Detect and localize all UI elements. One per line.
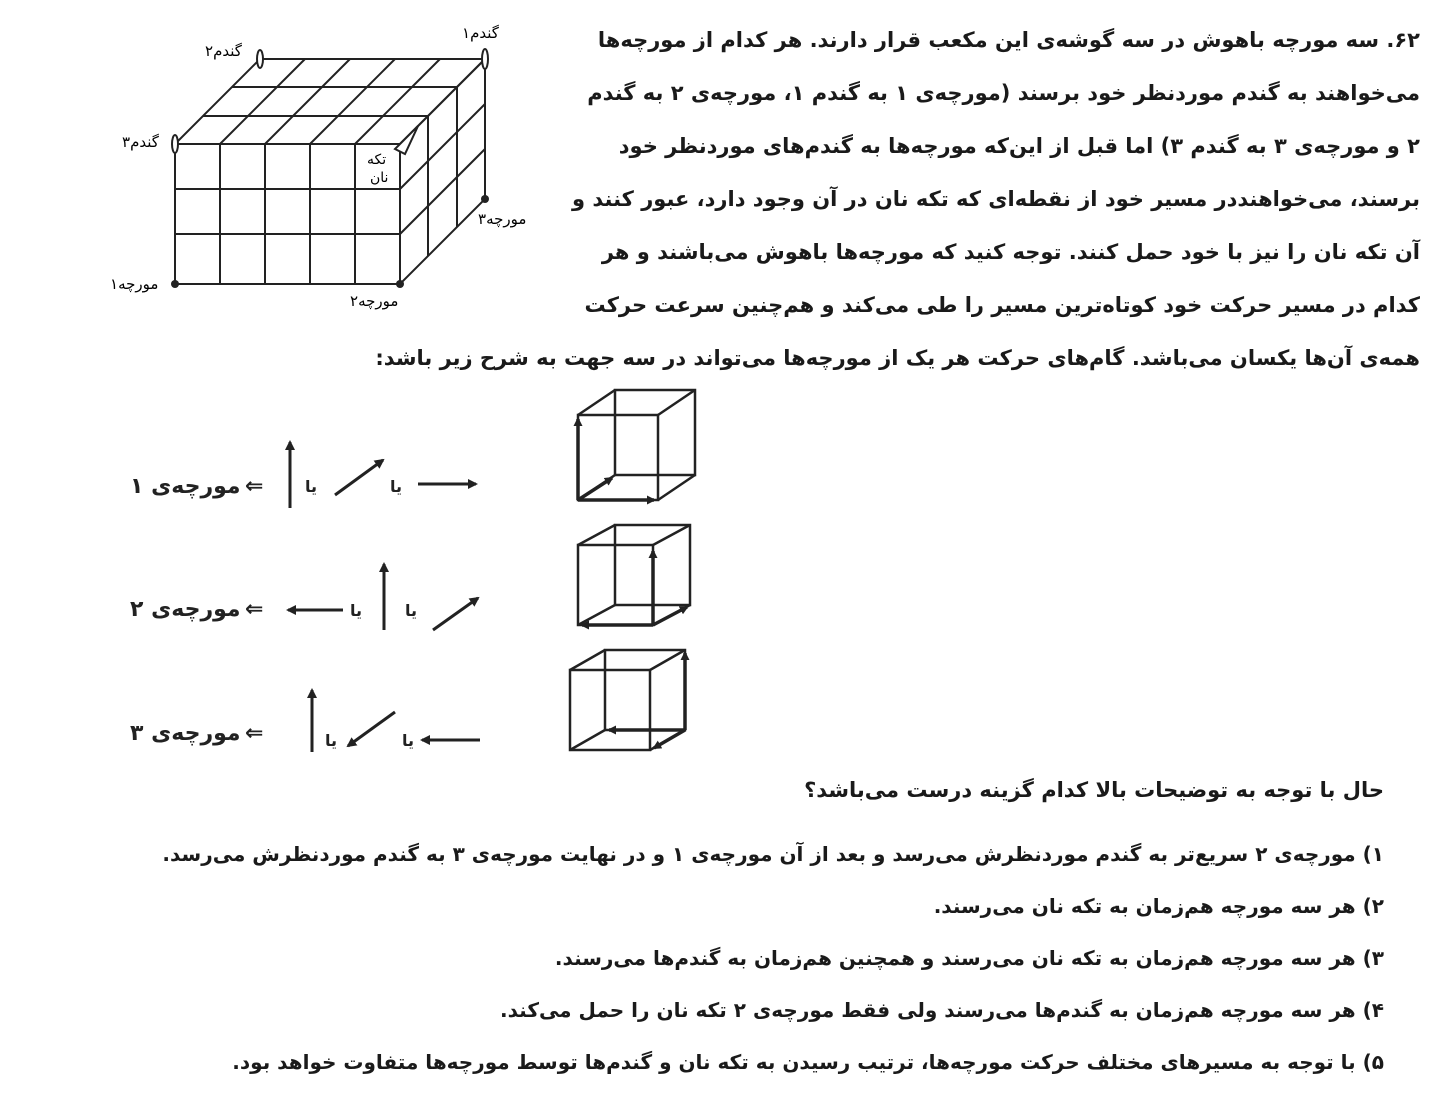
mini-cube-3 xyxy=(570,650,685,750)
answer-options xyxy=(162,828,1384,1088)
implies-sign-1: ⇐ xyxy=(245,474,264,499)
ant1-dot xyxy=(171,280,179,288)
option-3[interactable]: ۳) هر سه مورچه هم‌زمان به تکه نان می‌رسند و همچنین هم‌زمان به گندم‌ها می‌رسند. xyxy=(554,946,1384,970)
wheat3-marker xyxy=(172,135,178,153)
problem-line-4: برسند، می‌خواهنددر مسیر خود از نقطه‌ای که تکه نان در آن وجود دارد، عبور کنند و xyxy=(572,187,1420,211)
bread-label-2: نان xyxy=(370,170,389,186)
or-2b: یا xyxy=(405,601,418,620)
problem-line-3: ۲ و مورچه‌ی ۳ به گندم ۳) اما قبل از این‌که مورچه‌ها به گندم‌های موردنظر خود xyxy=(618,134,1420,158)
ant2-dot xyxy=(396,280,404,288)
option-1[interactable]: ۱) مورچه‌ی ۲ سریع‌تر به گندم موردنظرش می‌رسد و بعد از آن مورچه‌ی ۱ و در نهایت مورچه‌ی ۳ به گندم موردنظرش می‌رسد. xyxy=(162,842,1384,866)
bread-triangle xyxy=(395,126,418,154)
implies-sign-3: ⇐ xyxy=(245,721,264,746)
problem-line-6: کدام در مسیر حرکت خود کوتاه‌ترین مسیر را طی می‌کند و هم‌چنین سرعت حرکت xyxy=(584,293,1420,317)
or-1b: یا xyxy=(390,477,403,496)
question-prompt: حال با توجه به توضیحات بالا کدام گزینه درست می‌باشد؟ xyxy=(804,778,1384,802)
ant-direction-figure xyxy=(100,380,520,770)
option-4[interactable]: ۴) هر سه مورچه هم‌زمان به گندم‌ها می‌رسند ولی فقط مورچه‌ی ۲ تکه نان را حمل می‌کند. xyxy=(500,998,1384,1022)
grid-cube-figure xyxy=(100,14,550,314)
wheat2-marker xyxy=(257,50,263,68)
wheat3-label: گندم۳ xyxy=(122,133,159,151)
problem-line-1: ۶۲. سه مورچه باهوش در سه گوشه‌ی این مکعب قرار دارند. هر کدام از مورچه‌ها xyxy=(597,28,1420,52)
grid-cube-lines xyxy=(175,59,485,284)
ant3-label: مورچه۳ xyxy=(478,210,527,228)
wheat1-marker xyxy=(482,49,488,69)
or-1a: یا xyxy=(305,477,318,496)
ant1-direction-label: مورچه‌ی ۱ xyxy=(130,474,241,499)
ant3-arrow-diagonal xyxy=(348,712,395,746)
mini-cube-1-arrow-diagonal xyxy=(578,478,612,500)
ant2-direction-label: مورچه‌ی ۲ xyxy=(130,597,241,622)
option-5[interactable]: ۵) با توجه به مسیرهای مختلف حرکت مورچه‌ها، ترتیب رسیدن به تکه نان و گندم‌ها توسط مورچه‌ها متفاوت خواهد بود. xyxy=(232,1050,1384,1074)
mini-cube-2-arrow-diagonal xyxy=(653,607,687,625)
mini-cube-2 xyxy=(578,525,690,625)
problem-line-7: همه‌ی آن‌ها یکسان می‌باشد. گام‌های حرکت هر یک از مورچه‌ها می‌تواند در سه جهت به شرح زیر باشد: xyxy=(375,346,1420,370)
ant3-direction-label: مورچه‌ی ۳ xyxy=(130,721,241,746)
mini-cube-3-arrow-diagonal xyxy=(654,730,685,748)
wheat2-label: گندم۲ xyxy=(205,42,242,60)
wheat1-label: گندم۱ xyxy=(462,24,499,42)
ant2-arrow-diagonal xyxy=(433,598,478,630)
mini-cube-figures xyxy=(560,385,710,760)
mini-cube-1 xyxy=(578,390,695,500)
ant3-dot xyxy=(481,195,489,203)
bread-label-1: تکه xyxy=(367,152,387,168)
problem-line-5: آن تکه نان را نیز با خود حمل کنند. توجه کنید که مورچه‌ها باهوش می‌باشند و هر xyxy=(601,240,1420,264)
problem-line-2: می‌خواهند به گندم موردنظر خود برسند (مورچه‌ی ۱ به گندم ۱، مورچه‌ی ۲ به گندم xyxy=(587,81,1420,105)
or-3a: یا xyxy=(325,731,338,750)
implies-sign-2: ⇐ xyxy=(245,597,264,622)
ant1-label: مورچه۱ xyxy=(110,275,159,293)
ant2-label: مورچه۲ xyxy=(350,292,399,310)
ant1-arrow-diagonal xyxy=(335,460,383,495)
question-number: ۶۲. xyxy=(1386,28,1420,52)
or-3b: یا xyxy=(402,731,415,750)
option-2[interactable]: ۲) هر سه مورچه هم‌زمان به تکه نان می‌رسند. xyxy=(933,894,1384,918)
or-2a: یا xyxy=(350,601,363,620)
